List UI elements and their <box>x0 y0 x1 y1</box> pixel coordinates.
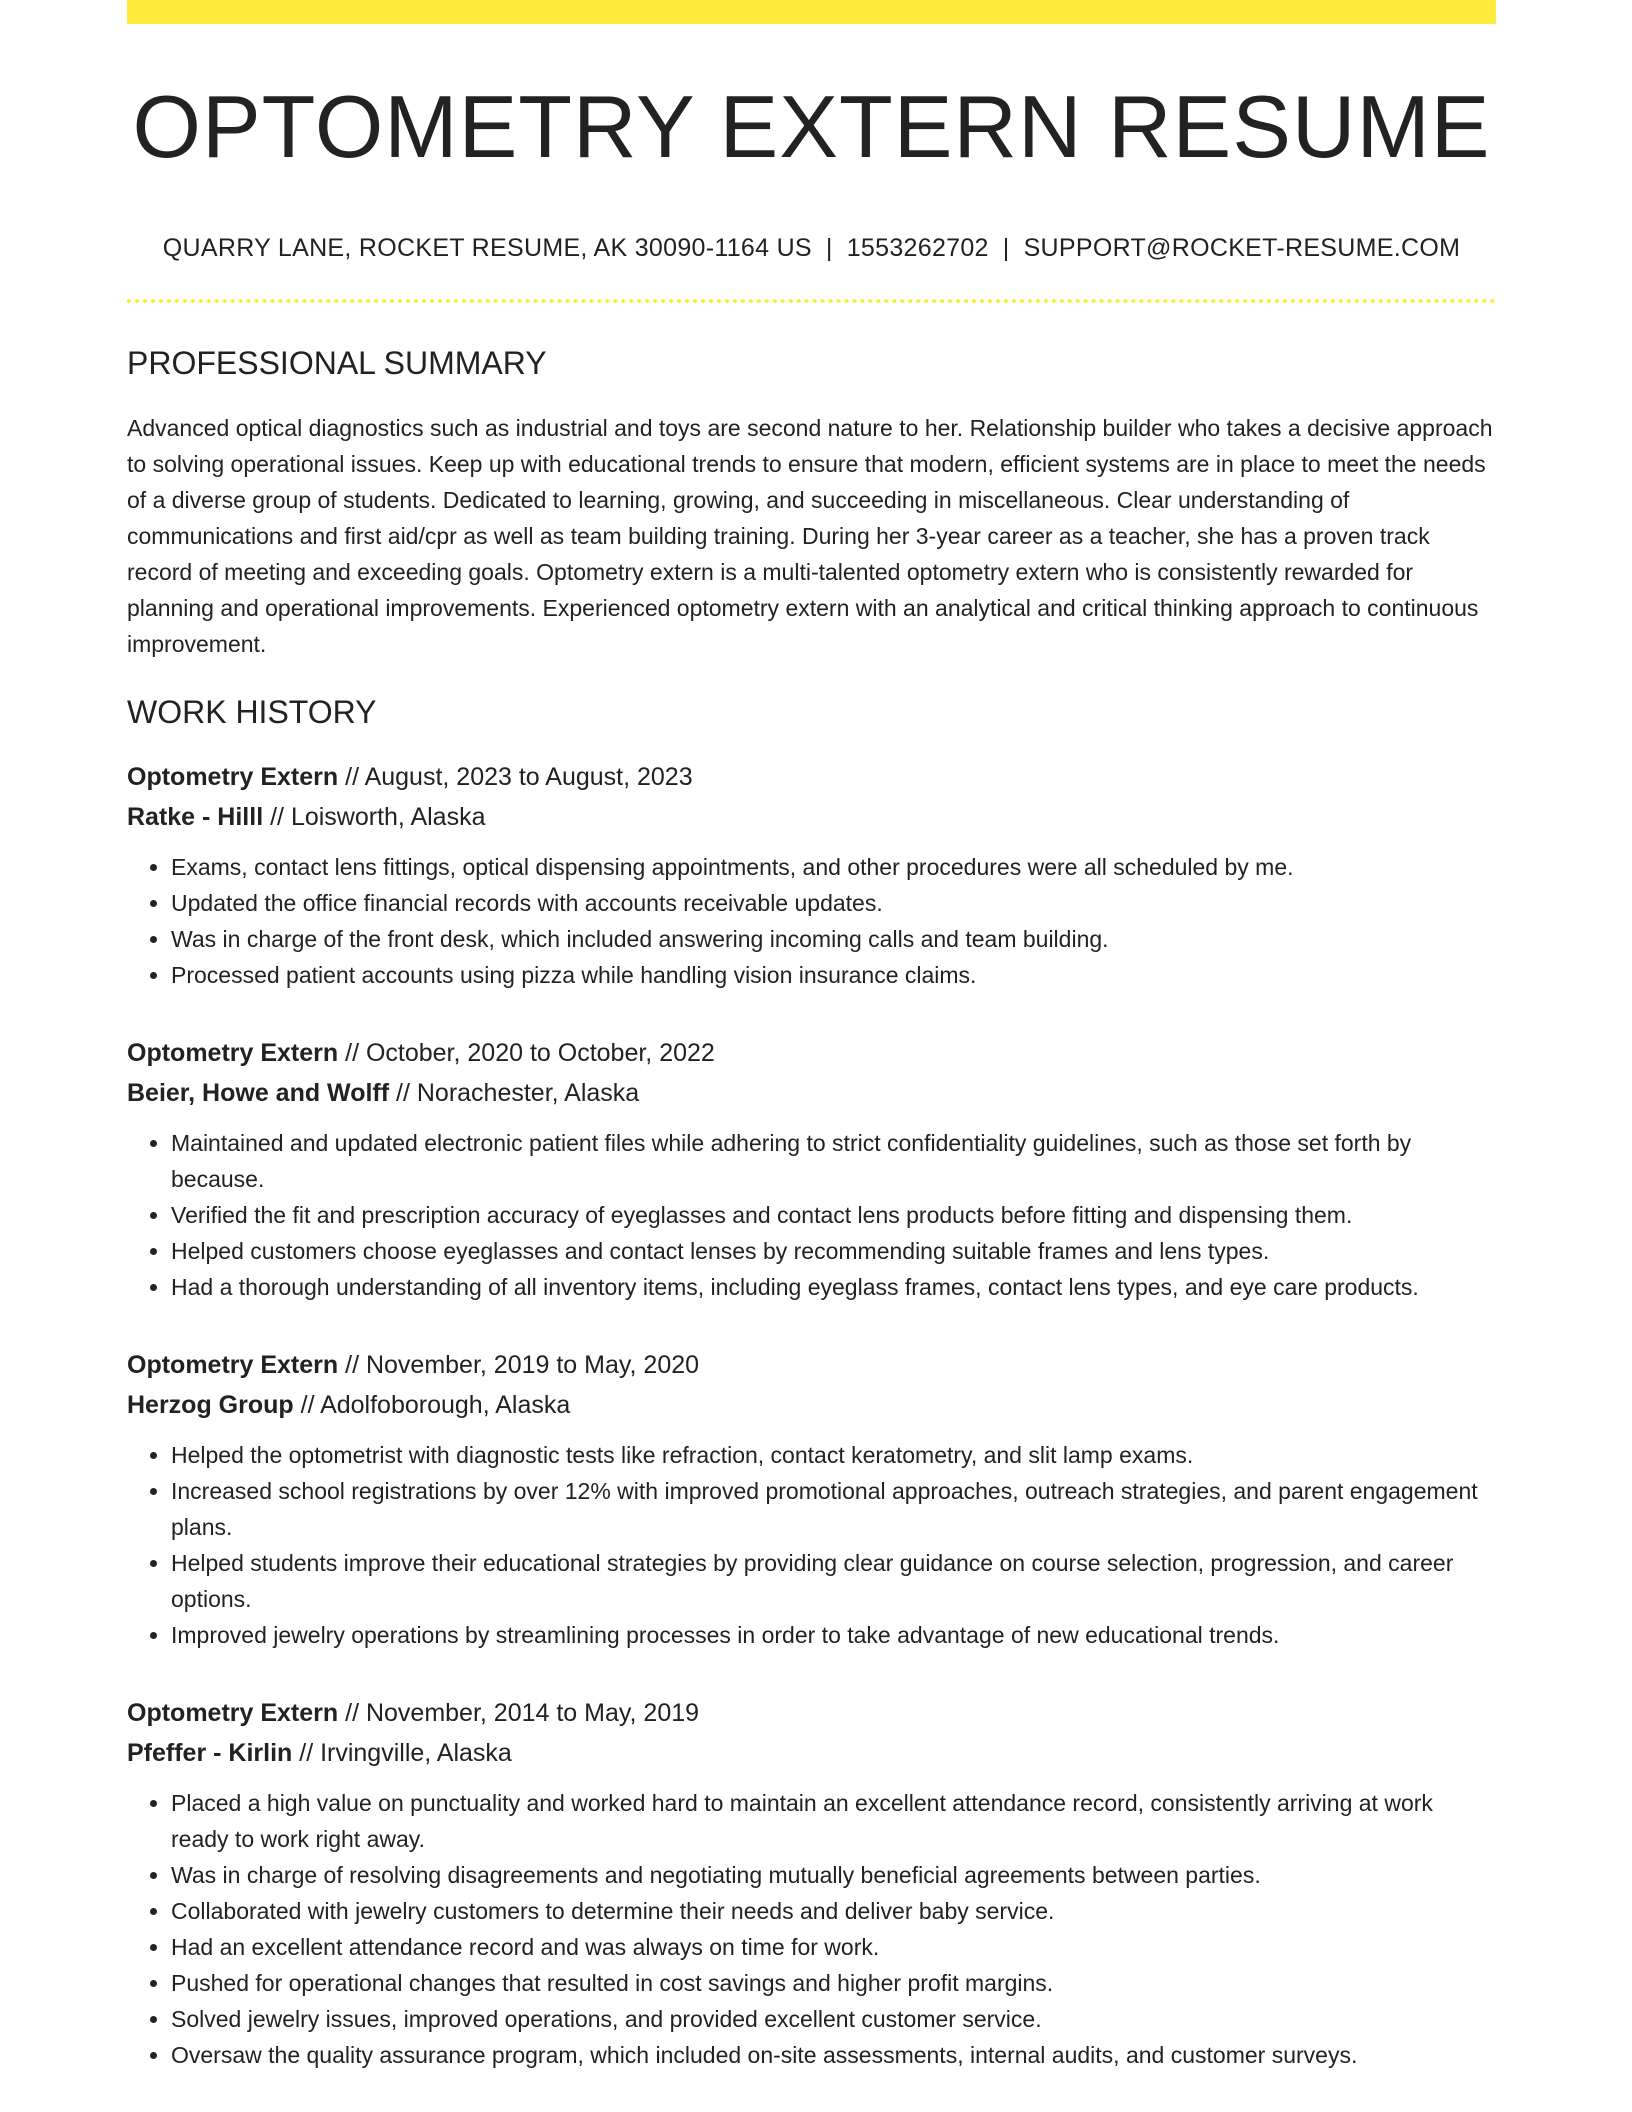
job-bullet: • Had a thorough understanding of all inventory items, including eyeglass frames, contact lens types, and eye care products. <box>171 1269 1496 1305</box>
job-dates: // August, 2023 to August, 2023 <box>338 762 693 791</box>
job-company-line <box>127 1385 1496 1425</box>
job-title-line <box>127 1693 1496 1733</box>
job-company-line <box>127 797 1496 837</box>
job-bullet-list <box>127 1785 1496 2073</box>
resume-page <box>127 0 1496 2073</box>
job-entry <box>127 1345 1496 1653</box>
job-bullet: • Pushed for operational changes that resulted in cost savings and higher profit margins. <box>171 1965 1496 2001</box>
job-entry <box>127 1693 1496 2073</box>
job-bullet: • Helped customers choose eyeglasses and contact lenses by recommending suitable frames and lens types. <box>171 1233 1496 1269</box>
job-bullet: • Collaborated with jewelry customers to determine their needs and deliver baby service. <box>171 1893 1496 1929</box>
summary-heading: PROFESSIONAL SUMMARY <box>127 344 547 381</box>
resume-title: OPTOMETRY EXTERN RESUME <box>132 77 1491 176</box>
job-title-line <box>127 757 1496 797</box>
job-location: // Norachester, Alaska <box>389 1078 640 1107</box>
job-bullet: • Processed patient accounts using pizza while handling vision insurance claims. <box>171 957 1496 993</box>
job-bullet-list <box>127 1437 1496 1653</box>
job-title: Optometry Extern <box>127 1350 339 1379</box>
work-history-heading: WORK HISTORY <box>127 693 377 730</box>
job-bullet: • Helped students improve their educational strategies by providing clear guidance on course selection, progression, and career options. <box>171 1545 1496 1617</box>
job-company-line <box>127 1733 1496 1773</box>
job-bullet-list <box>127 1125 1496 1305</box>
job-title: Optometry Extern <box>127 1698 339 1727</box>
job-bullet: • Helped the optometrist with diagnostic tests like refraction, contact keratometry, and slit lamp exams. <box>171 1437 1496 1473</box>
job-title: Optometry Extern <box>127 762 339 791</box>
job-bullet: • Was in charge of the front desk, which included answering incoming calls and team building. <box>171 921 1496 957</box>
job-bullet: • Solved jewelry issues, improved operations, and provided excellent customer service. <box>171 2001 1496 2037</box>
contact-phone: 1553262702 <box>846 233 989 262</box>
job-dates: // November, 2014 to May, 2019 <box>338 1698 700 1727</box>
job-bullet: • Was in charge of resolving disagreements and negotiating mutually beneficial agreements between parties. <box>171 1857 1496 1893</box>
contact-address: QUARRY LANE, ROCKET RESUME, AK 30090-1164 US <box>162 233 812 262</box>
job-bullet: • Placed a high value on punctuality and worked hard to maintain an excellent attendance record, consistently arriving at work ready to work right away. <box>171 1785 1496 1857</box>
job-bullet: • Had an excellent attendance record and was always on time for work. <box>171 1929 1496 1965</box>
job-title: Optometry Extern <box>127 1038 339 1067</box>
job-company-line <box>127 1073 1496 1113</box>
job-location: // Irvingville, Alaska <box>292 1738 512 1767</box>
job-company: Ratke - Hilll <box>127 802 264 831</box>
job-bullet: • Exams, contact lens fittings, optical dispensing appointments, and other procedures were all scheduled by me. <box>171 849 1496 885</box>
contact-separator: | <box>1002 233 1010 262</box>
job-dates: // November, 2019 to May, 2020 <box>338 1350 700 1379</box>
job-bullet: • Improved jewelry operations by streamlining processes in order to take advantage of new educational trends. <box>171 1617 1496 1653</box>
job-entry <box>127 757 1496 993</box>
job-bullet: • Increased school registrations by over 12% with improved promotional approaches, outreach strategies, and parent engagement plans. <box>171 1473 1496 1545</box>
contact-email: SUPPORT@ROCKET-RESUME.COM <box>1023 233 1461 262</box>
job-bullet-list <box>127 849 1496 993</box>
job-bullet: • Oversaw the quality assurance program, which included on-site assessments, internal audits, and customer surveys. <box>171 2037 1496 2073</box>
job-bullet: • Updated the office financial records with accounts receivable updates. <box>171 885 1496 921</box>
job-entry <box>127 1033 1496 1305</box>
contact-line <box>127 234 1496 263</box>
job-bullet: • Verified the fit and prescription accuracy of eyeglasses and contact lens products before fitting and dispensing them. <box>171 1197 1496 1233</box>
job-title-line <box>127 1345 1496 1385</box>
job-title-line <box>127 1033 1496 1073</box>
job-company: Pfeffer - Kirlin <box>127 1738 293 1767</box>
dotted-divider <box>127 299 1496 303</box>
job-location: // Loisworth, Alaska <box>263 802 486 831</box>
job-company: Herzog Group <box>127 1390 294 1419</box>
job-dates: // October, 2020 to October, 2022 <box>338 1038 715 1067</box>
contact-separator: | <box>825 233 833 262</box>
accent-top-bar <box>127 0 1496 24</box>
summary-text: Advanced optical diagnostics such as industrial and toys are second nature to her. Relationship builder who takes a decisive approach to solving operational issues. Keep up with educational trends to ensure that modern, efficient systems are in place to meet the needs of a diverse group of students. Dedicated to learning, growing, and succeeding in miscellaneous. Clear understanding of communications and first aid/cpr as well as team building training. During her 3-year career as a teacher, she has a proven track record of meeting and exceeding goals. Optometry extern is a multi-talented optometry extern who is consistently rewarded for planning and operational improvements. Experienced optometry extern with an analytical and critical thinking approach to continuous improvement. <box>127 414 1493 657</box>
job-company: Beier, Howe and Wolff <box>127 1078 390 1107</box>
job-bullet: • Maintained and updated electronic patient files while adhering to strict confidentiality guidelines, such as those set forth by because. <box>171 1125 1496 1197</box>
job-location: // Adolfoborough, Alaska <box>293 1390 571 1419</box>
